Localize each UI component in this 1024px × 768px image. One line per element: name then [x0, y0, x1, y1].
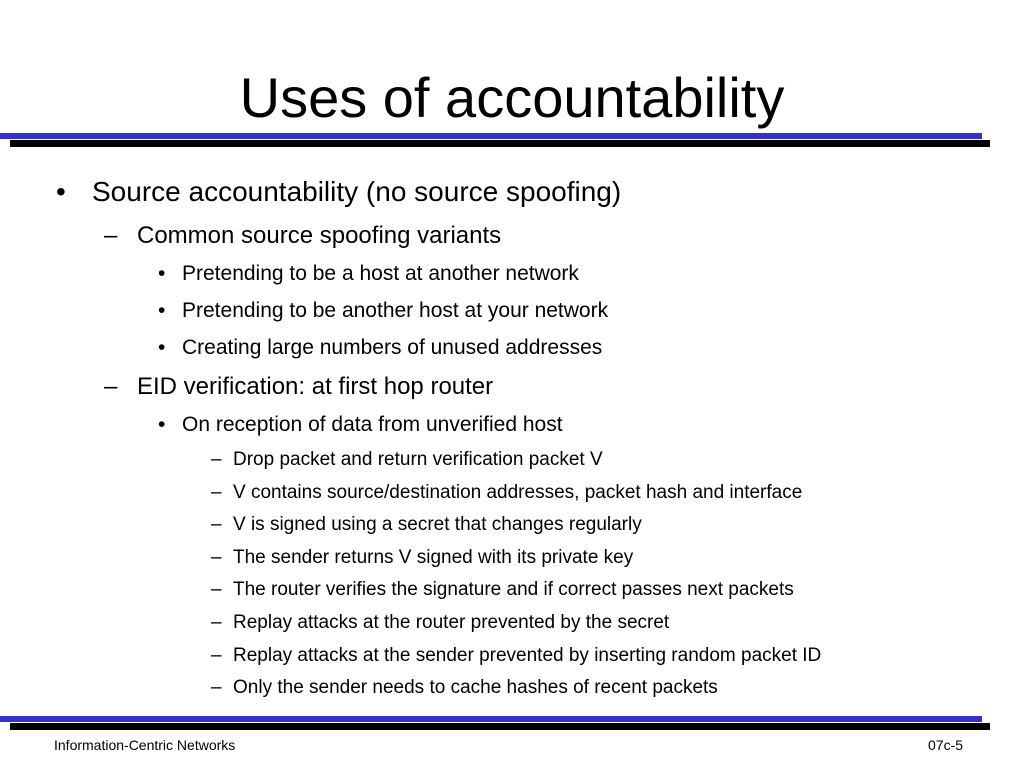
bullet-item: Replay attacks at the sender prevented by inserting random packet ID: [233, 645, 822, 666]
bullet-marker: –: [211, 514, 222, 535]
bullet-item: Drop packet and return verification packet V: [233, 449, 603, 470]
bullet-marker: –: [104, 222, 118, 249]
bullet-item: The router verifies the signature and if correct passes next packets: [233, 579, 794, 600]
title-rule-blue: [0, 133, 982, 139]
bullet-item: Replay attacks at the router prevented by the secret: [233, 612, 670, 633]
bullet-item: Only the sender needs to cache hashes of recent packets: [233, 677, 718, 698]
bullet-item: Source accountability (no source spoofing): [92, 176, 622, 207]
bullet-marker: •: [56, 176, 66, 207]
bullet-marker: –: [211, 482, 222, 503]
title-rule-black: [10, 140, 990, 147]
bullet-item: Pretending to be a host at another network: [182, 262, 579, 285]
footer-course-name: Information-Centric Networks: [54, 737, 236, 753]
bullet-item: The sender returns V signed with its private key: [233, 547, 634, 568]
bullet-marker: •: [158, 262, 166, 285]
footer-slide-number: 07c-5: [928, 737, 964, 753]
footer-rule-black: [10, 723, 990, 730]
bullet-item: Common source spoofing variants: [137, 222, 502, 249]
bullet-marker: –: [104, 373, 118, 400]
bullet-item: Creating large numbers of unused addresses: [182, 336, 603, 359]
bullet-item: EID verification: at first hop router: [137, 373, 494, 400]
bullet-marker: –: [211, 547, 222, 568]
bullet-item: Pretending to be another host at your network: [182, 299, 609, 322]
bullet-item: V contains source/destination addresses, packet hash and interface: [233, 482, 803, 503]
bullet-item: V is signed using a secret that changes regularly: [233, 514, 642, 535]
bullet-marker: •: [158, 299, 166, 322]
bullet-marker: –: [211, 449, 222, 470]
bullet-marker: –: [211, 612, 222, 633]
bullet-marker: –: [211, 579, 222, 600]
footer-rule-blue: [0, 716, 982, 722]
bullet-marker: –: [211, 677, 222, 698]
bullet-marker: –: [211, 645, 222, 666]
bullet-marker: •: [158, 336, 166, 359]
slide-title: Uses of accountability: [239, 66, 785, 129]
bullet-marker: •: [158, 413, 166, 436]
bullet-item: On reception of data from unverified host: [182, 413, 563, 436]
